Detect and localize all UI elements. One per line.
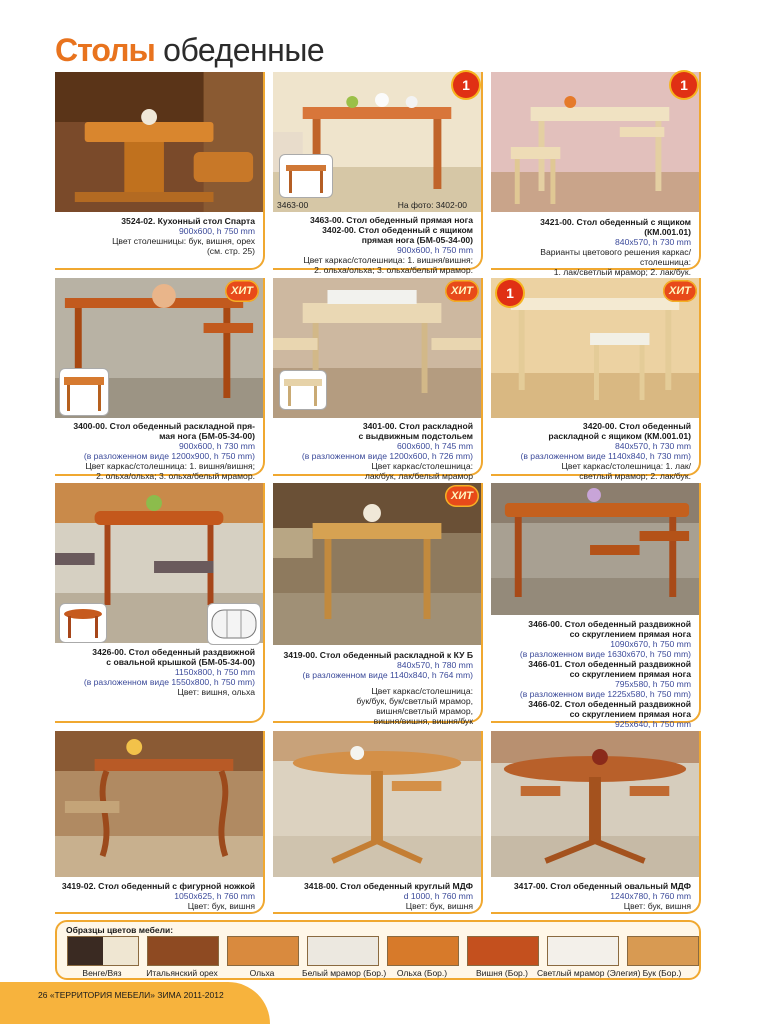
product-dimensions: (в разложенном виде 1550x800, h 750 mm) [83,677,255,687]
swatch-label: Вишня (Бор.) [476,968,528,978]
badge-hit: ХИТ [663,280,697,302]
product-colors: 2. ольха/ольха; 3. ольха/белый мрамор. [96,471,255,481]
product-name: с выдвижным подстольем [358,431,473,441]
page-footer: 26 «ТЕРРИТОРИЯ МЕБЕЛИ» ЗИМА 2011-2012 [38,990,224,1000]
product-dimensions: (в разложенном виде 1200x900, h 750 mm) [83,451,255,461]
product-colors: 2. ольха/ольха; 3. ольха/белый мрамор. [314,265,473,275]
product-name: со скруглением прямая нога [569,669,691,679]
swatch-cherry-bor [467,936,539,966]
swatches-title: Образцы цветов мебели: [66,925,174,935]
product-colors: вишня/светлый мрамор, [376,706,473,716]
badge-hit: ХИТ [445,485,479,507]
product-colors: 1. лак/светлый мрамор; 2. лак/бук. [553,267,691,277]
product-photo [55,731,263,877]
product-name: 3420-00. Стол обеденный [582,421,691,431]
swatch-label: Венге/Вяз [82,968,122,978]
product-name: 3421-00. Стол обеденный с ящиком (КМ.001.01) [540,217,691,237]
product-name: 3419-00. Стол обеденный раскладной к КУ Б [283,650,473,660]
product-dimensions: d 1000, h 760 mm [403,891,473,901]
swatch-label: Белый мрамор (Бор.) [302,968,387,978]
product-caption [520,619,691,749]
product-dimensions: 600x600, h 745 mm [397,441,473,451]
product-name: 3466-02. Стол обеденный раздвижной [528,699,691,709]
product-card[interactable] [55,731,265,914]
product-colors: Цвет каркас/столешница: 1. вишня/вишня; [303,255,473,265]
product-name: 3466-01. Стол обеденный раздвижной [528,659,691,669]
product-photo [491,731,699,877]
swatch-label: Ольха [249,968,275,978]
swatch-venge [67,936,139,966]
product-name: 3524-02. Кухонный стол Спарта [121,216,255,226]
product-name: 3402-00. Стол обеденный с ящиком [322,225,473,235]
product-card[interactable] [273,731,483,914]
product-name: 3401-00. Стол раскладной [362,421,473,431]
product-name: мая нога (БМ-05-34-00) [159,431,255,441]
product-dimensions: 795x580, h 750 mm [615,679,691,689]
product-colors: Цвет: бук, вишня [623,901,691,911]
badge-hit: ХИТ [225,280,259,302]
product-inset-photo [207,603,261,645]
product-name: раскладной с ящиком (КМ.001.01) [548,431,691,441]
swatch-light-marble [547,936,619,966]
product-name: с овальной крышкой (БМ-05-34-00) [106,657,255,667]
product-dimensions: (в разложенном виде 1140x840, h 730 mm) [520,451,691,461]
product-colors: бук/бук, бук/светлый мрамор, [356,696,473,706]
swatch-label: Светлый мрамор (Элегия) [537,968,641,978]
product-card[interactable] [55,278,265,481]
product-card[interactable] [491,483,701,729]
product-colors: Цвет каркас/столешница: [371,686,473,696]
product-card[interactable] [55,483,265,723]
product-colors: (см. стр. 25) [206,246,255,256]
badge-number-one: 1 [497,280,523,306]
product-photo [273,731,481,877]
product-colors: Цвет: бук, вишня [405,901,473,911]
product-caption [112,216,255,256]
product-name: 3400-00. Стол обеденный раскладной пря- [73,421,255,431]
product-dimensions: 1050x625, h 760 mm [174,891,255,901]
product-dimensions: (в разложенном виде 1630x670, h 750 mm) [519,649,691,659]
color-swatches-panel [55,920,701,980]
product-caption [520,421,691,481]
swatch-label: Ольха (Бор.) [396,968,448,978]
badge-number-one: 1 [453,72,479,98]
product-photo [491,72,699,212]
product-name: 3463-00. Стол обеденный прямая нога [309,215,473,225]
product-inset-photo [279,154,333,198]
page-title [55,30,324,70]
product-colors: Цвет: бук, вишня [187,901,255,911]
product-colors: Цвет: вишня, ольха [177,687,255,697]
product-dimensions: 840x570, h 730 mm [615,237,691,247]
product-caption [514,881,691,911]
product-dimensions: 840x570, h 780 mm [397,660,473,670]
product-name: 3419-02. Стол обеденный с фигурной ножкой [61,881,255,891]
product-name: 3426-00. Стол обеденный раздвижной [92,647,255,657]
product-card[interactable] [273,72,483,275]
swatch-alder [227,936,299,966]
swatch-label: Бук (Бор.) [642,968,682,978]
product-caption [302,421,473,481]
footer-tab [0,982,270,1024]
swatch-beech-bor [627,936,699,966]
product-caption [84,647,255,697]
product-card[interactable] [273,278,483,481]
product-name: 3418-00. Стол обеденный круглый МДФ [303,881,473,891]
swatch-italian-walnut [147,936,219,966]
product-dimensions: (в разложенном виде 1200x600, h 726 mm) [301,451,473,461]
swatch-white-marble [307,936,379,966]
product-caption [62,881,255,911]
badge-number-one: 1 [671,72,697,98]
product-dimensions: 925x640, h 750 mm [615,719,691,729]
product-colors: Варианты цветового решения каркас/столешница: [540,247,691,267]
product-inset-photo [59,603,107,643]
product-dimensions: 900x600, h 750 mm [397,245,473,255]
product-inset-photo [279,370,327,410]
product-colors: светлый мрамор; 2. лак/бук. [579,471,691,481]
product-dimensions: 1240x780, h 760 mm [610,891,691,901]
product-caption [491,217,691,277]
product-colors: лак/бук, лак/белый мрамор [364,471,473,481]
product-name: со скруглением прямая нога [569,709,691,719]
product-dimensions: 1150x800, h 750 mm [174,667,255,677]
swatch-alder-bor [387,936,459,966]
product-name: 3466-00. Стол обеденный раздвижной [528,619,691,629]
inset-label-right: На фото: 3402-00 [397,200,467,210]
product-caption [303,215,473,275]
product-inset-photo [59,368,109,416]
inset-label-left: 3463-00 [277,200,309,210]
badge-hit: ХИТ [445,280,479,302]
product-dimensions: 900x600, h 730 mm [179,441,255,451]
product-colors: Цвет каркас/столешница: 1. вишня/вишня; [85,461,255,471]
product-colors: Цвет столешницы: бук, вишня, орех [112,236,255,246]
page-title-rest: обеденные [154,32,325,68]
product-dimensions: 840x570, h 730 mm [615,441,691,451]
product-colors: Цвет каркас/столешница: [371,461,473,471]
product-card[interactable] [55,72,265,270]
product-card[interactable] [273,483,483,726]
product-dimensions: (в разложенном виде 1140x840, h 764 mm) [302,670,473,680]
product-photo [55,72,263,212]
product-caption [283,650,473,726]
product-dimensions: (в разложенном виде 1225x580, h 750 mm) [519,689,691,699]
product-photo [491,483,699,615]
product-caption [73,421,255,481]
product-card[interactable] [491,731,701,914]
product-photo [273,483,481,645]
product-caption [304,881,473,911]
page-title-accent: Столы [55,32,155,68]
product-colors: Цвет каркас/столешница: 1. лак/ [561,461,691,471]
product-dimensions: 900x600, h 750 mm [179,226,255,236]
product-name: прямая нога (БМ-05-34-00) [361,235,473,245]
product-dimensions: 1090x670, h 750 mm [610,639,691,649]
product-card[interactable] [491,278,701,481]
swatch-label: Итальянский орех [146,968,218,978]
product-card[interactable] [491,72,701,277]
product-colors: вишня/вишня, вишня/бук [373,716,473,726]
product-name: со скруглением прямая нога [569,629,691,639]
product-name: 3417-00. Стол обеденный овальный МДФ [513,881,691,891]
